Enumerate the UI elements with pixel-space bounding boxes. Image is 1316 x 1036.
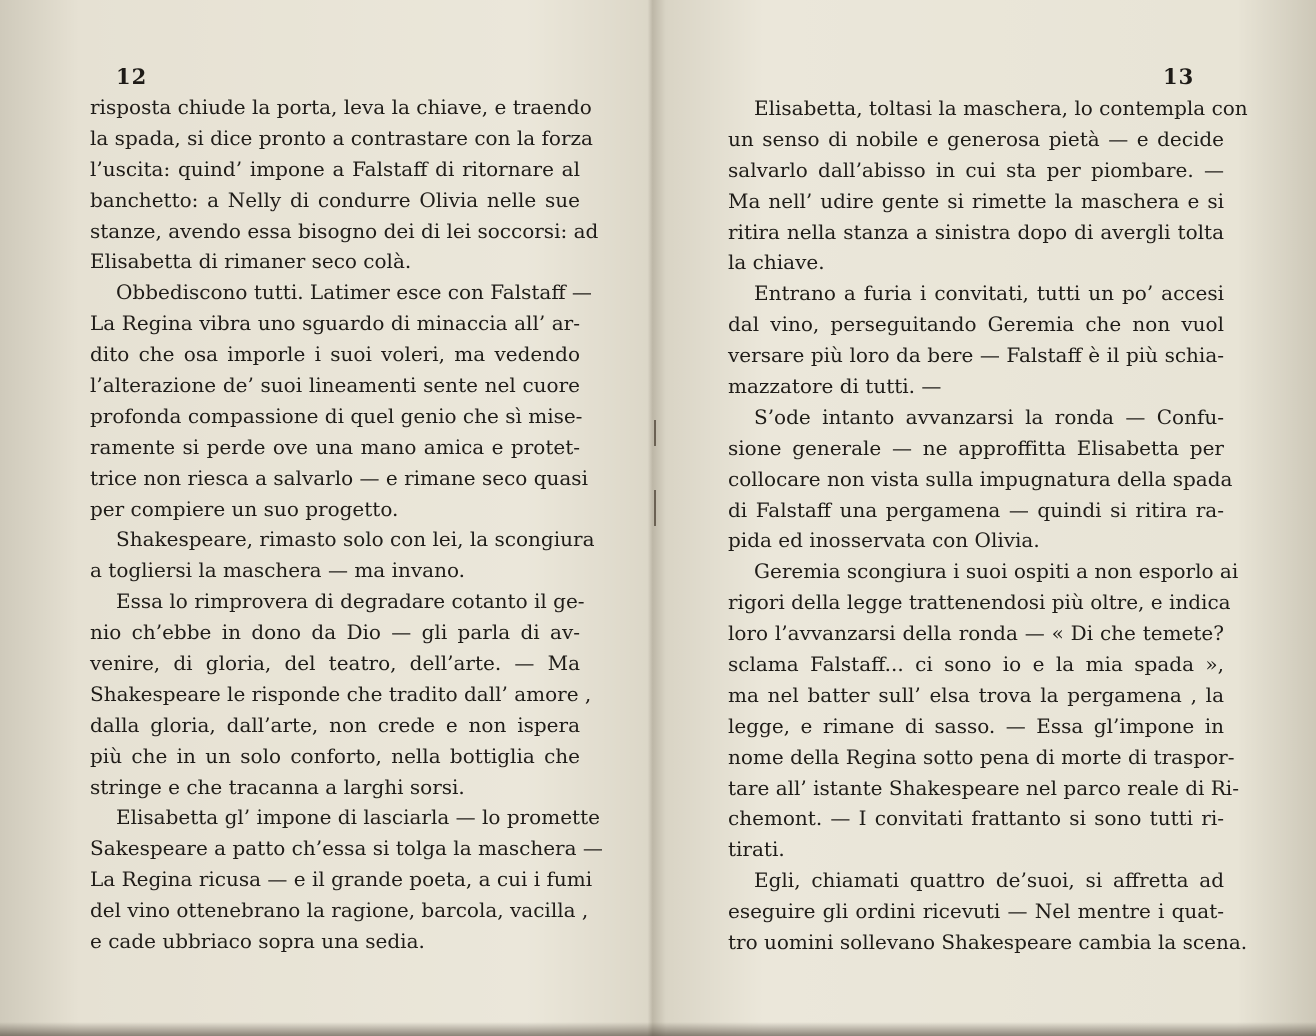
text-line: nio ch’ebbe in dono da Dio — gli parla di av- [90, 620, 580, 645]
text-line: S’ode intanto avvanzarsi la ronda — Confu- [754, 404, 1224, 429]
text-line: rigori della legge trattenendosi più oltre, e indica [728, 590, 1231, 615]
text-line: Shakespeare le risponde che tradito dall’ amore , [90, 681, 592, 706]
text-line: di Falstaff una pergamena — quindi si ritira ra- [728, 497, 1224, 522]
text-line: eseguire gli ordini ricevuti — Nel mentre i quat- [728, 899, 1224, 924]
text-line: dal vino, perseguitando Geremia che non vuol [728, 312, 1224, 337]
text-line: Elisabetta di rimaner seco colà. [90, 249, 412, 274]
text-line: trice non riesca a salvarlo — e rimane seco quasi [90, 465, 588, 490]
text-line: profonda compassione di quel genio che sì mise- [90, 403, 583, 428]
text-line: un senso di nobile e generosa pietà — e decide [728, 126, 1224, 151]
text-line: mazzatore di tutti. — [728, 374, 942, 399]
text-line: Egli, chiamati quattro de’suoi, si affretta ad [754, 868, 1224, 893]
text-line: stanze, avendo essa bisogno dei di lei soccorsi: ad [90, 218, 599, 243]
text-line: Entrano a furia i convitati, tutti un po’ accesi [754, 281, 1224, 306]
text-line: Elisabetta gl’ impone di lasciarla — lo promette [116, 805, 600, 830]
text-line: pida ed inosservata con Olivia. [728, 528, 1040, 553]
text-line: La Regina ricusa — e il grande poeta, a cui i fumi [90, 867, 593, 892]
text-line: del vino ottenebrano la ragione, barcola, vacilla , [90, 898, 589, 923]
text-line: versare più loro da bere — Falstaff è il più schia- [728, 343, 1224, 368]
text-line: ritira nella stanza a sinistra dopo di avergli tolta [728, 219, 1224, 244]
text-line: e cade ubbriaco sopra una sedia. [90, 929, 425, 954]
page-number: 12 [116, 64, 148, 89]
page-body [90, 92, 603, 957]
text-line: la spada, si dice pronto a contrastare con la forza [90, 125, 593, 150]
text-line: Sakespeare a patto ch’essa si tolga la maschera — [90, 836, 603, 861]
text-line: tro uomini sollevano Shakespeare cambia la scena. [728, 930, 1248, 955]
text-line: più che in un solo conforto, nella bottiglia che [90, 743, 580, 768]
text-line: per compiere un suo progetto. [90, 496, 399, 521]
text-line: a togliersi la maschera — ma invano. [90, 558, 465, 583]
text-line: l’uscita: quind’ impone a Falstaff di ritornare al [90, 156, 580, 181]
text-line: l’alterazione de’ suoi lineamenti sente nel cuore [90, 373, 580, 398]
text-line: dito che osa imporle i suoi voleri, ma vedendo [90, 342, 580, 367]
text-line: banchetto: a Nelly di condurre Olivia nelle sue [90, 187, 580, 212]
text-line: risposta chiude la porta, leva la chiave, e traendo [90, 95, 592, 119]
page-number: 13 [1163, 64, 1195, 89]
text-line: loro l’avvanzarsi della ronda — « Di che temete? [728, 621, 1224, 646]
text-line: Shakespeare, rimasto solo con lei, la scongiura [116, 527, 595, 552]
text-line: Ma nell’ udire gente si rimette la maschera e si [728, 188, 1224, 213]
text-line: dalla gloria, dall’arte, non crede e non ispera [90, 712, 580, 737]
gutter-binding-mark [654, 420, 656, 446]
text-line: collocare non vista sulla impugnatura della spada [728, 466, 1233, 491]
left-page [0, 0, 650, 1036]
text-line: legge, e rimane di sasso. — Essa gl’impone in [728, 713, 1224, 738]
text-line: Obbediscono tutti. Latimer esce con Falstaff — [116, 280, 592, 305]
text-line: ma nel batter sull’ elsa trova la pergamena , la [728, 682, 1224, 707]
text-line: venire, di gloria, del teatro, dell’arte. — Ma [90, 651, 580, 676]
text-line: sclama Falstaff... ci sono io e la mia spada », [728, 652, 1224, 677]
text-line: chemont. — I convitati frattanto si sono tutti ri- [728, 806, 1224, 831]
text-line: tirati. [728, 837, 785, 862]
text-line: Elisabetta, toltasi la maschera, lo contempla con [754, 96, 1248, 120]
text-line: salvarlo dall’abisso in cui sta per piombare. — [728, 157, 1224, 182]
text-line: tare all’ istante Shakespeare nel parco reale di Ri- [728, 775, 1239, 800]
text-line: La Regina vibra uno sguardo di minaccia all’ ar- [90, 311, 580, 336]
gutter-binding-mark [654, 490, 656, 526]
page-body [728, 93, 1248, 958]
text-line: sione generale — ne approffitta Elisabetta per [728, 435, 1224, 460]
text-line: Geremia scongiura i suoi ospiti a non esporlo ai [754, 559, 1239, 584]
text-line: stringe e che tracanna a larghi sorsi. [90, 774, 465, 799]
text-line: nome della Regina sotto pena di morte di traspor- [728, 744, 1235, 769]
text-line: la chiave. [728, 250, 825, 275]
right-page [660, 0, 1316, 1036]
text-line: ramente si perde ove una mano amica e protet- [90, 434, 580, 459]
text-line: Essa lo rimprovera di degradare cotanto il ge- [116, 589, 585, 614]
